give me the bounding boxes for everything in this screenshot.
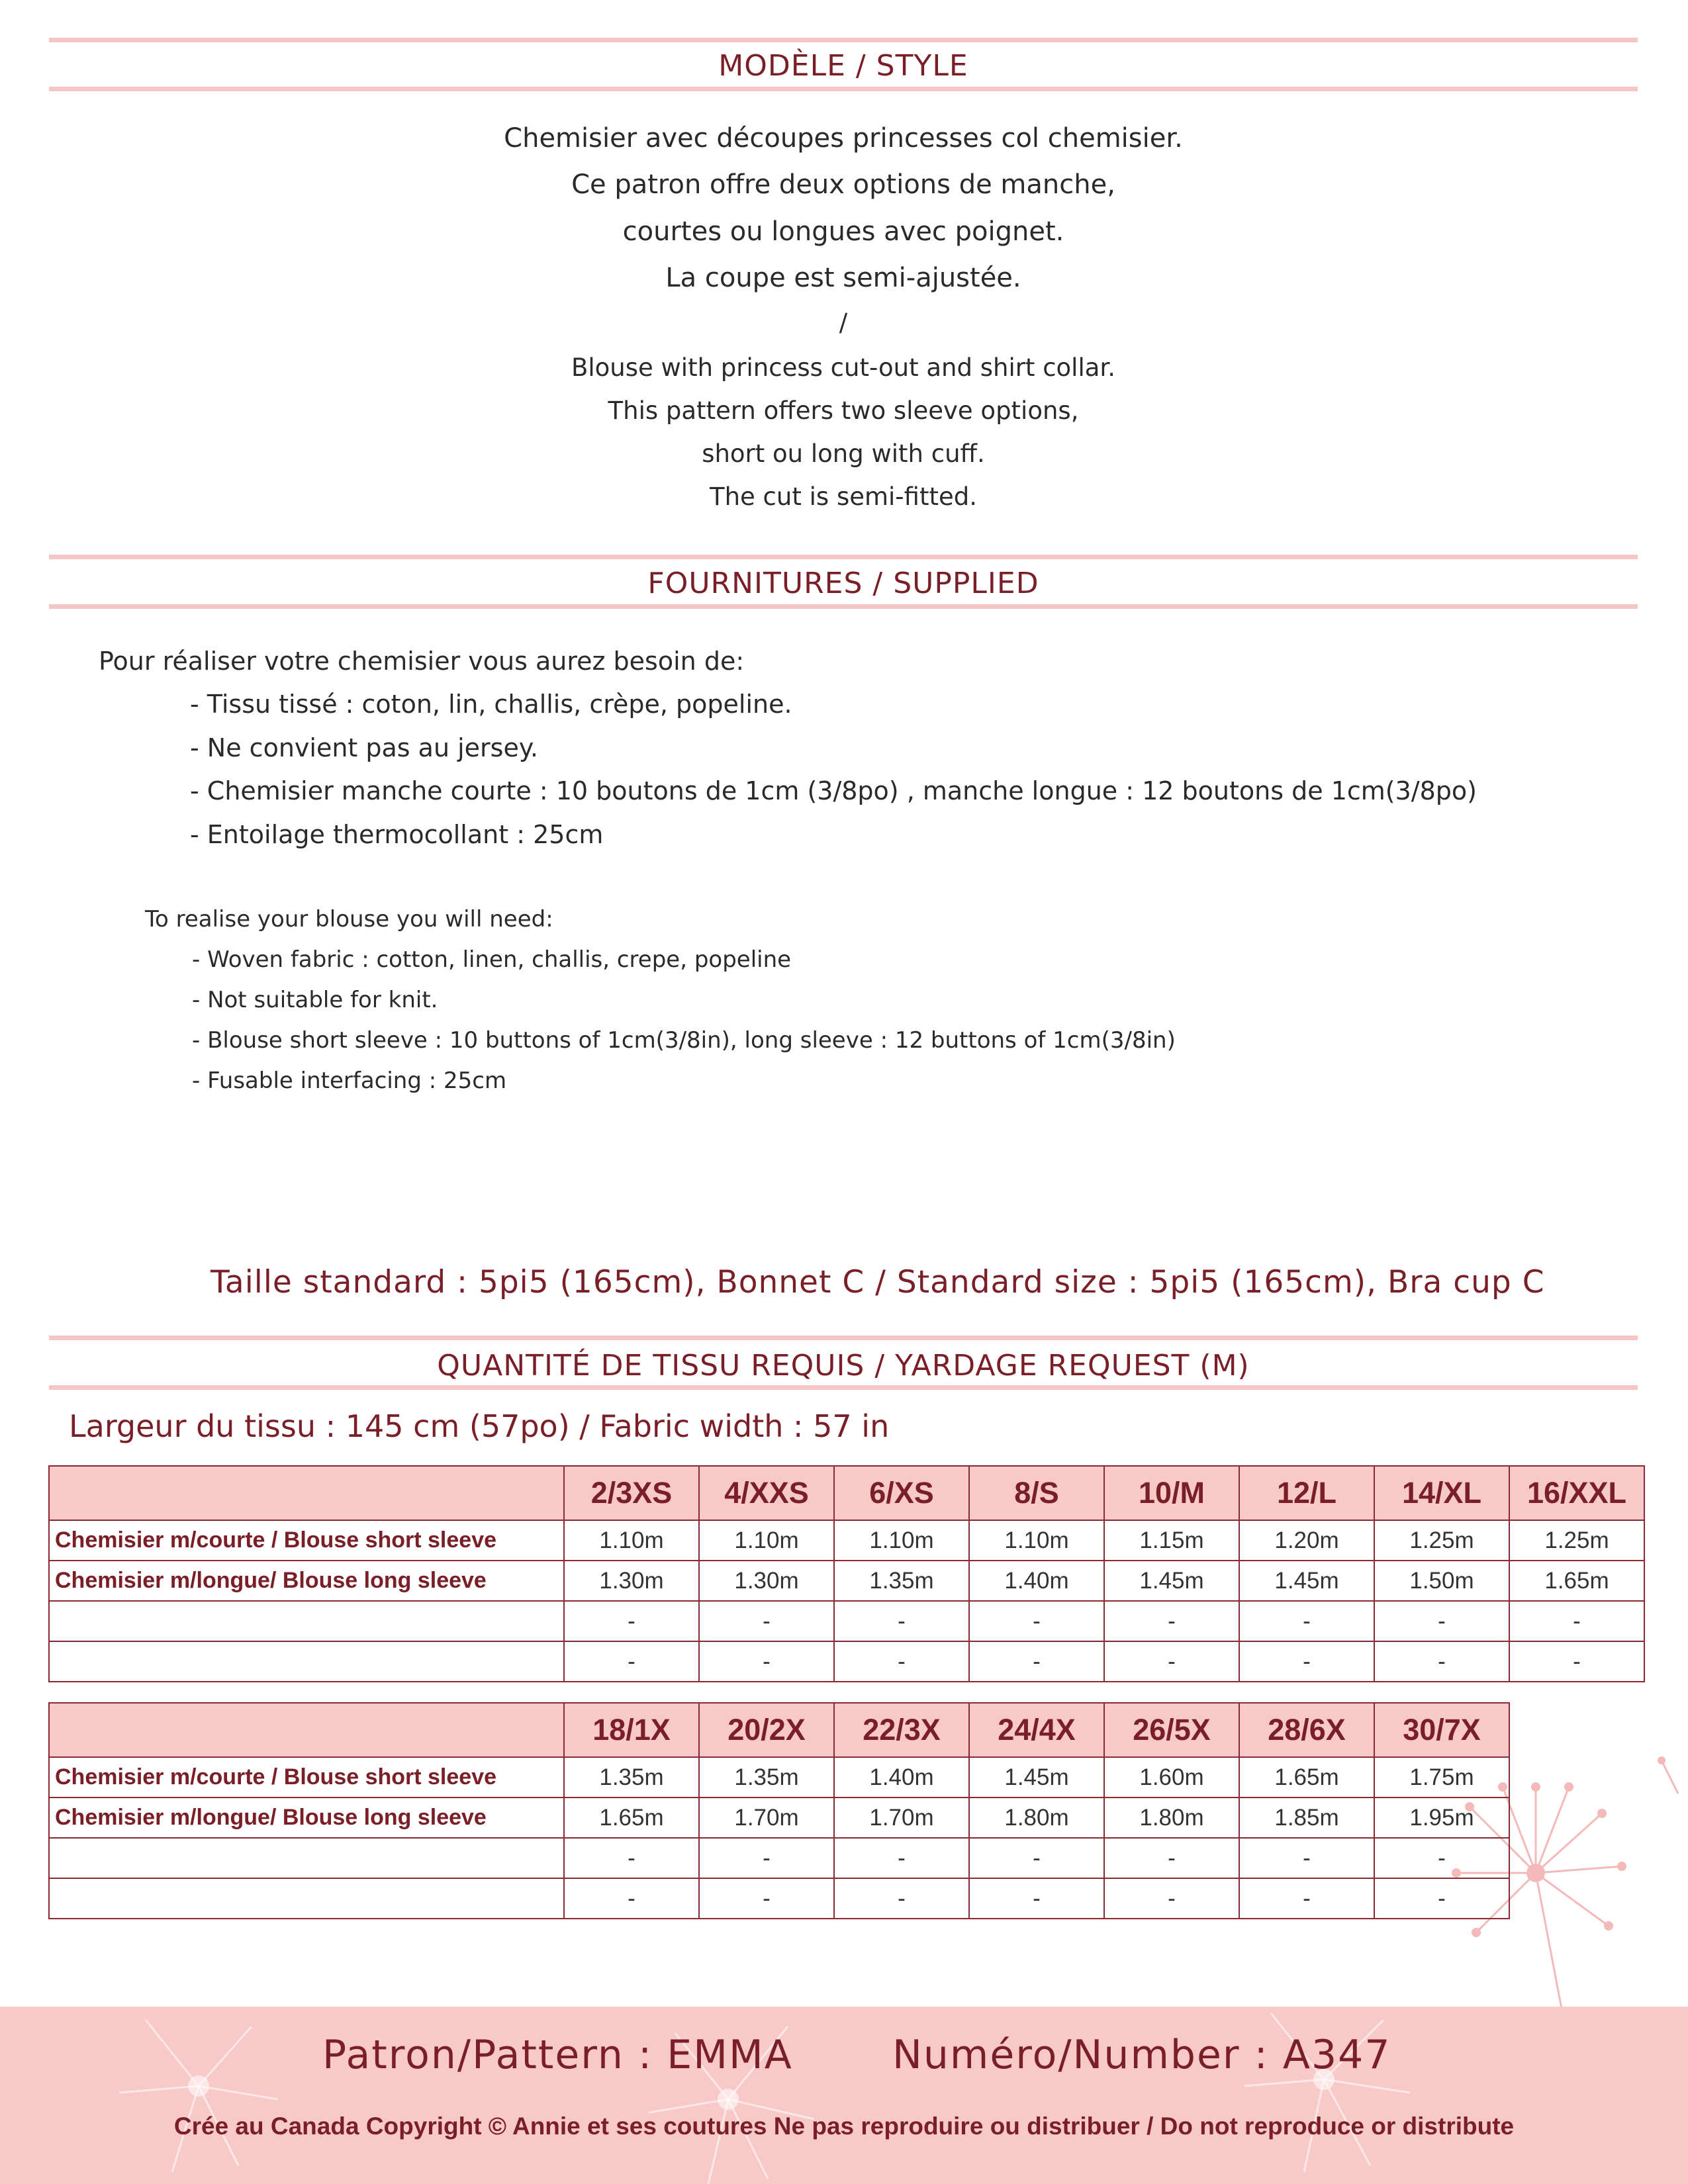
yardage-cell: - bbox=[699, 1838, 834, 1878]
supplies-intro-en: To realise your blouse you will need: bbox=[145, 906, 553, 933]
size-header: 20/2X bbox=[699, 1703, 834, 1757]
yardage-cell: 1.30m bbox=[564, 1561, 699, 1601]
table-row bbox=[49, 1601, 1644, 1641]
supplies-item-en-1: - Woven fabric : cotton, linen, challis, crepe, popeline bbox=[192, 946, 792, 973]
yardage-cell: 1.25m bbox=[1509, 1520, 1644, 1561]
yardage-cell: 1.45m bbox=[969, 1757, 1104, 1797]
supplies-rule-1 bbox=[49, 555, 1638, 559]
table-row bbox=[49, 1520, 1644, 1561]
table-2-header-row bbox=[49, 1703, 1509, 1757]
yardage-cell: 1.75m bbox=[1374, 1757, 1509, 1797]
yardage-cell: - bbox=[699, 1601, 834, 1641]
yardage-cell: 1.10m bbox=[834, 1520, 969, 1561]
yardage-cell: 1.60m bbox=[1104, 1757, 1239, 1797]
supplies-intro-fr: Pour réaliser votre chemisier vous aurez besoin de: bbox=[99, 647, 745, 676]
yardage-cell: - bbox=[969, 1641, 1104, 1682]
size-header: 14/XL bbox=[1374, 1466, 1509, 1520]
style-separator: / bbox=[839, 308, 848, 337]
table-row bbox=[49, 1641, 1644, 1682]
style-line-en-2: This pattern offers two sleeve options, bbox=[608, 396, 1079, 425]
yardage-cell: 1.45m bbox=[1104, 1561, 1239, 1601]
yardage-cell: 1.40m bbox=[969, 1561, 1104, 1601]
yardage-cell: - bbox=[1239, 1601, 1374, 1641]
table-row bbox=[49, 1561, 1644, 1601]
yardage-cell: - bbox=[1239, 1878, 1374, 1919]
yardage-cell: 1.10m bbox=[969, 1520, 1104, 1561]
yardage-cell: - bbox=[969, 1601, 1104, 1641]
yardage-cell: 1.65m bbox=[1509, 1561, 1644, 1601]
table-row bbox=[49, 1838, 1509, 1878]
yardage-table-1 bbox=[48, 1465, 1645, 1682]
yardage-cell: 1.35m bbox=[564, 1757, 699, 1797]
style-line-fr-3: courtes ou longues avec poignet. bbox=[622, 216, 1064, 247]
yardage-cell: - bbox=[1239, 1838, 1374, 1878]
style-line-en-1: Blouse with princess cut-out and shirt collar. bbox=[571, 353, 1115, 382]
yardage-cell: - bbox=[699, 1641, 834, 1682]
yardage-cell: - bbox=[1239, 1641, 1374, 1682]
row-label bbox=[49, 1641, 564, 1682]
yardage-cell: - bbox=[834, 1641, 969, 1682]
pattern-name: Patron/Pattern : EMMA bbox=[322, 2032, 793, 2078]
supplies-item-fr-3: - Chemisier manche courte : 10 boutons de 1cm (3/8po) , manche longue : 12 boutons de 1cm(3/8po) bbox=[190, 776, 1477, 805]
yardage-cell: 1.70m bbox=[699, 1797, 834, 1838]
yardage-cell: 1.10m bbox=[564, 1520, 699, 1561]
row-label: Chemisier m/courte / Blouse short sleeve bbox=[49, 1520, 564, 1561]
row-label: Chemisier m/longue/ Blouse long sleeve bbox=[49, 1797, 564, 1838]
yardage-cell: - bbox=[1104, 1838, 1239, 1878]
yardage-cell: - bbox=[1509, 1601, 1644, 1641]
yardage-cell: 1.25m bbox=[1374, 1520, 1509, 1561]
table-row bbox=[49, 1757, 1509, 1797]
size-header: 26/5X bbox=[1104, 1703, 1239, 1757]
yardage-cell: 1.80m bbox=[1104, 1797, 1239, 1838]
yardage-table-2 bbox=[48, 1702, 1510, 1919]
yardage-cell: - bbox=[1104, 1641, 1239, 1682]
size-header: 12/L bbox=[1239, 1466, 1374, 1520]
yardage-cell: 1.15m bbox=[1104, 1520, 1239, 1561]
yardage-cell: 1.65m bbox=[564, 1797, 699, 1838]
size-header: 30/7X bbox=[1374, 1703, 1509, 1757]
yardage-cell: - bbox=[1104, 1601, 1239, 1641]
yardage-cell: - bbox=[1374, 1838, 1509, 1878]
style-line-fr-1: Chemisier avec découpes princesses col chemisier. bbox=[504, 123, 1183, 154]
style-line-en-3: short ou long with cuff. bbox=[702, 439, 985, 468]
supplies-item-en-2: - Not suitable for knit. bbox=[192, 987, 438, 1013]
table-row bbox=[49, 1878, 1509, 1919]
table-1-header-row bbox=[49, 1466, 1644, 1520]
table-1-corner-cell bbox=[49, 1466, 564, 1520]
copyright-line: Crée au Canada Copyright © Annie et ses coutures Ne pas reproduire ou distribuer / Do not reproduce or distribute bbox=[173, 2113, 1515, 2140]
yardage-cell: - bbox=[834, 1838, 969, 1878]
supplies-section-title: FOURNITURES / SUPPLIED bbox=[647, 567, 1039, 600]
table-row bbox=[49, 1797, 1509, 1838]
yardage-cell: - bbox=[699, 1878, 834, 1919]
yardage-section-title: QUANTITÉ DE TISSU REQUIS / YARDAGE REQUEST (M) bbox=[437, 1349, 1250, 1383]
pattern-number: Numéro/Number : A347 bbox=[892, 2032, 1391, 2078]
yardage-cell: - bbox=[969, 1878, 1104, 1919]
yardage-cell: - bbox=[564, 1601, 699, 1641]
size-header: 16/XXL bbox=[1509, 1466, 1644, 1520]
yardage-cell: 1.30m bbox=[699, 1561, 834, 1601]
style-section-title: MODÈLE / STYLE bbox=[718, 49, 968, 83]
yardage-cell: 1.80m bbox=[969, 1797, 1104, 1838]
size-header: 24/4X bbox=[969, 1703, 1104, 1757]
yardage-cell: 1.35m bbox=[699, 1757, 834, 1797]
row-label: Chemisier m/courte / Blouse short sleeve bbox=[49, 1757, 564, 1797]
yardage-cell: - bbox=[564, 1838, 699, 1878]
top-rule-1 bbox=[49, 38, 1638, 42]
fabric-width: Largeur du tissu : 145 cm (57po) / Fabric width : 57 in bbox=[69, 1408, 890, 1444]
supplies-item-fr-4: - Entoilage thermocollant : 25cm bbox=[190, 820, 604, 849]
row-label bbox=[49, 1838, 564, 1878]
yardage-cell: - bbox=[1374, 1601, 1509, 1641]
standard-size-line: Taille standard : 5pi5 (165cm), Bonnet C / Standard size : 5pi5 (165cm), Bra cup C bbox=[211, 1264, 1545, 1300]
supplies-rule-2 bbox=[49, 604, 1638, 609]
footer-band bbox=[0, 2007, 1688, 2184]
style-line-fr-2: Ce patron offre deux options de manche, bbox=[571, 169, 1115, 200]
table-2-corner-cell bbox=[49, 1703, 564, 1757]
row-label bbox=[49, 1601, 564, 1641]
top-rule-2 bbox=[49, 87, 1638, 91]
size-header: 18/1X bbox=[564, 1703, 699, 1757]
yardage-rule-1 bbox=[49, 1336, 1638, 1340]
yardage-cell: - bbox=[564, 1641, 699, 1682]
yardage-cell: 1.10m bbox=[699, 1520, 834, 1561]
yardage-cell: - bbox=[1104, 1878, 1239, 1919]
yardage-cell: 1.35m bbox=[834, 1561, 969, 1601]
size-header: 22/3X bbox=[834, 1703, 969, 1757]
size-header: 4/XXS bbox=[699, 1466, 834, 1520]
yardage-cell: - bbox=[834, 1601, 969, 1641]
size-header: 10/M bbox=[1104, 1466, 1239, 1520]
size-header: 8/S bbox=[969, 1466, 1104, 1520]
row-label: Chemisier m/longue/ Blouse long sleeve bbox=[49, 1561, 564, 1601]
size-header: 2/3XS bbox=[564, 1466, 699, 1520]
yardage-cell: - bbox=[1374, 1641, 1509, 1682]
yardage-cell: 1.20m bbox=[1239, 1520, 1374, 1561]
supplies-item-en-3: - Blouse short sleeve : 10 buttons of 1cm(3/8in), long sleeve : 12 buttons of 1cm(3/8in) bbox=[192, 1027, 1176, 1054]
supplies-item-en-4: - Fusable interfacing : 25cm bbox=[192, 1068, 507, 1094]
size-header: 6/XS bbox=[834, 1466, 969, 1520]
yardage-cell: - bbox=[1509, 1641, 1644, 1682]
supplies-item-fr-2: - Ne convient pas au jersey. bbox=[190, 733, 539, 762]
yardage-cell: - bbox=[834, 1878, 969, 1919]
yardage-rule-2 bbox=[49, 1385, 1638, 1390]
supplies-item-fr-1: - Tissu tissé : coton, lin, challis, crèpe, popeline. bbox=[190, 690, 792, 719]
yardage-cell: 1.45m bbox=[1239, 1561, 1374, 1601]
size-header: 28/6X bbox=[1239, 1703, 1374, 1757]
yardage-cell: 1.85m bbox=[1239, 1797, 1374, 1838]
yardage-cell: - bbox=[564, 1878, 699, 1919]
yardage-cell: 1.50m bbox=[1374, 1561, 1509, 1601]
style-line-fr-4: La coupe est semi-ajustée. bbox=[665, 263, 1021, 293]
row-label bbox=[49, 1878, 564, 1919]
yardage-cell: 1.70m bbox=[834, 1797, 969, 1838]
footer-dandelion-pattern-icon bbox=[0, 2007, 1688, 2184]
yardage-cell: 1.95m bbox=[1374, 1797, 1509, 1838]
yardage-cell: 1.65m bbox=[1239, 1757, 1374, 1797]
yardage-cell: - bbox=[969, 1838, 1104, 1878]
style-line-en-4: The cut is semi-fitted. bbox=[709, 482, 977, 511]
yardage-cell: 1.40m bbox=[834, 1757, 969, 1797]
yardage-cell: - bbox=[1374, 1878, 1509, 1919]
